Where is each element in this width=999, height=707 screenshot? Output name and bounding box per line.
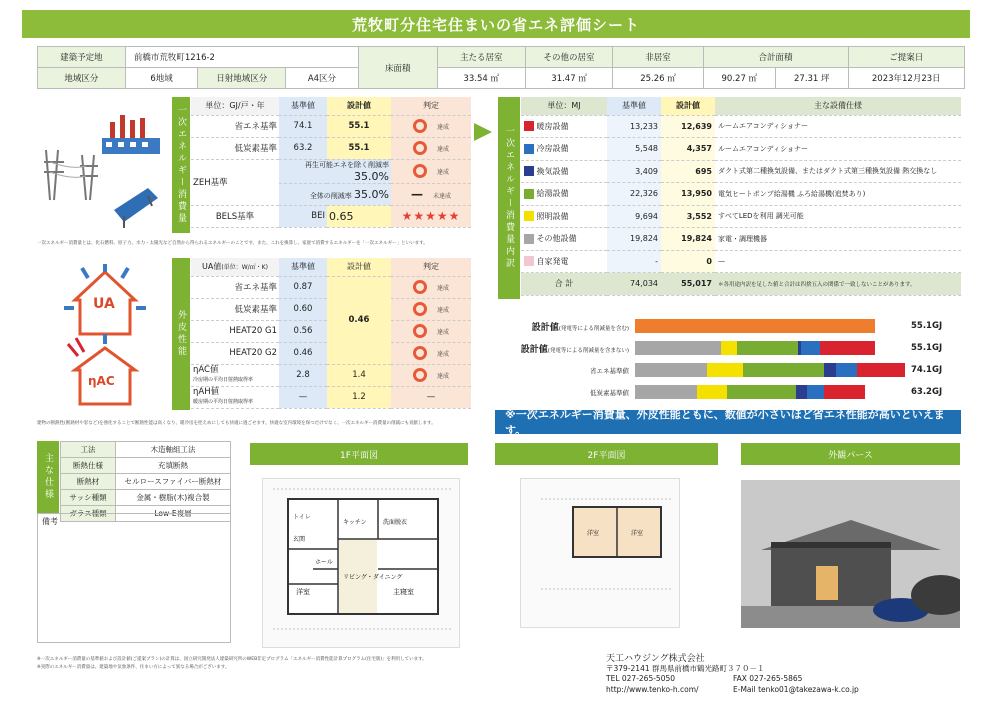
mj-row-spec: ダクト式第二種換気設備、またはダクト式第三種換気設備 熱交換なし	[715, 160, 961, 183]
company-fax: FAX 027-265-5865	[733, 674, 803, 683]
bar-segment	[857, 363, 905, 377]
bar-sub: (発電等による削減量を含まない)	[547, 347, 629, 354]
nah-label: ηAH値	[193, 386, 220, 397]
mj-row-design: 12,639	[661, 115, 715, 138]
nac-design: 1.4	[327, 364, 391, 386]
shell-row-label: HEAT20 G2	[191, 342, 279, 364]
color-swatch	[524, 211, 534, 221]
mj-row-base: 13,233	[607, 115, 661, 138]
non-room-label: 非居室	[613, 47, 703, 68]
energy-row-label: 低炭素基準	[191, 137, 279, 159]
mj-row-label: 照明設備	[536, 211, 569, 221]
bar-row	[500, 381, 960, 403]
bar-segment	[727, 385, 797, 399]
mj-row-base: 9,694	[607, 205, 661, 228]
bar-segment	[635, 385, 697, 399]
spec-row	[61, 442, 231, 458]
mj-row	[521, 115, 961, 138]
shell-table	[191, 258, 471, 409]
mj-row	[521, 183, 961, 206]
total-m2-value: 90.27 ㎡	[703, 68, 775, 89]
company-url[interactable]: http://www.tenko-h.com/	[606, 685, 699, 694]
svg-text:キッチン: キッチン	[343, 519, 367, 526]
spec-value: 木造軸組工法	[116, 442, 231, 458]
energy-row-base: 74.1	[279, 115, 327, 137]
achieved-circle-icon	[413, 368, 427, 382]
main-room-label: 主たる居室	[437, 47, 525, 68]
non-room-value: 25.26 ㎡	[613, 68, 703, 89]
judge-text: 達成	[436, 350, 449, 358]
judge-text: 達成	[436, 328, 449, 336]
zeh1-label: 再生可能エネを除く削減率	[305, 160, 389, 169]
energy-base-header: 基準値	[279, 97, 327, 115]
spec-value: Low-E複層	[116, 506, 231, 522]
spec-label: サッシ種類	[61, 490, 116, 506]
nah-judge: —	[391, 386, 471, 408]
spec-vertical-label: 主な仕様	[37, 441, 59, 513]
footer-note-1: ※一次エネルギー消費量の基準値および設計値(ご提案プラン)の計算は、国立研究開発法人建築研究所のWEB非定プログラム「エネルギー消費性能計算プログラム(住宅版)」を利用しています。	[37, 657, 427, 662]
mj-design-header: 設計値	[661, 97, 715, 115]
bar-segment	[824, 363, 836, 377]
sun-region-value: A4区分	[286, 68, 358, 89]
exterior-perspective-image	[741, 480, 960, 628]
spec-label: ガラス種類	[61, 506, 116, 522]
bar-label: 設計値	[520, 344, 548, 355]
mj-row-base: 22,326	[607, 183, 661, 206]
mj-row-label: 給湯設備	[536, 189, 569, 199]
mj-total-base: 74,034	[607, 273, 661, 296]
mj-row-spec: すべてLEDを利用 調光可能	[715, 205, 961, 228]
svg-text:洋室: 洋室	[587, 530, 600, 537]
mj-row-spec: 電気ヒートポンプ給湯機 ふろ給湯機(追焚あり)	[715, 183, 961, 206]
shell-row-base: 0.60	[279, 298, 327, 320]
judge-text: 達成	[436, 168, 449, 176]
sun-region-label: 日射地域区分	[198, 68, 286, 89]
energy-row-design: 55.1	[327, 137, 391, 159]
color-swatch	[524, 144, 534, 154]
total-tsubo-value: 27.31 坪	[776, 68, 848, 89]
mj-row-spec: ルームエアコンディショナー	[715, 138, 961, 161]
nac-label: ηAC値	[193, 364, 219, 375]
svg-text:洋室: 洋室	[296, 588, 310, 596]
not-achieved-mark: —	[410, 187, 423, 201]
color-swatch	[524, 234, 534, 244]
bels-stars: ★★★★★	[391, 205, 471, 227]
mj-row-label: 暖房設備	[536, 121, 569, 131]
spec-value: セルロースファイバー断熱材	[116, 474, 231, 490]
stacked-bar	[635, 363, 905, 377]
svg-text:リビング・ダイニング: リビング・ダイニング	[343, 574, 403, 581]
mj-row-design: 3,552	[661, 205, 715, 228]
energy-design-header: 設計値	[327, 97, 391, 115]
shell-base-header: 基準値	[279, 258, 327, 276]
color-swatch	[524, 256, 534, 266]
bei-value: 0.65	[327, 205, 391, 227]
zeh1-value: 35.0%	[354, 169, 389, 183]
judge-text: 未達成	[432, 193, 451, 200]
mj-row-base: 19,824	[607, 228, 661, 251]
bar-segment	[697, 385, 727, 399]
bar-segment	[807, 385, 824, 399]
bar-sub: (発電等による削減量を含む)	[558, 325, 629, 332]
remarks-box	[37, 513, 231, 643]
floor2-plan	[520, 478, 680, 628]
bar-segment	[820, 341, 875, 355]
shell-row-base: 0.46	[279, 342, 327, 364]
shell-judge-header: 判定	[391, 258, 471, 276]
other-room-value: 31.47 ㎡	[525, 68, 613, 89]
bels-label: BELS基準	[191, 205, 279, 227]
color-swatch	[524, 166, 534, 176]
mj-row	[521, 138, 961, 161]
spec-table	[60, 441, 231, 522]
perspective-title: 外観パース	[741, 443, 960, 465]
mj-row-spec: 家電・調理機器	[715, 228, 961, 251]
mj-vertical-label: 一次エネルギー消費量内訳	[498, 97, 520, 299]
energy-vertical-label: 一次エネルギー消費量	[172, 97, 190, 233]
floor1-plan	[262, 478, 460, 648]
ua-unit: (単位：W/㎡・K)	[221, 264, 268, 272]
footer-note-2: ※実際のエネルギー消費量は、建築地や気象条件、住まい方によって異なる場合がございます。	[37, 665, 230, 670]
energy-table	[191, 97, 471, 228]
page-title: 荒牧町分住宅住まいの省エネ評価シート	[22, 10, 970, 38]
bar-label: 低炭素基準値	[590, 388, 629, 397]
bar-row	[500, 315, 960, 337]
floor2-title: 2F平面図	[495, 443, 718, 465]
shell-row-label: 省エネ基準	[191, 276, 279, 298]
stacked-bar	[635, 385, 905, 399]
spec-value: 金属・樹脂(木)複合製	[116, 490, 231, 506]
nac-base: 2.8	[279, 364, 327, 386]
mj-total-note: ＊各用途内訳を足した値と合計は四捨五入の関係で一致しないことがあります。	[715, 273, 961, 296]
proposal-date-value: 2023年12月23日	[848, 68, 964, 89]
bar-label: 設計値	[531, 322, 559, 333]
energy-illustration	[36, 100, 161, 230]
company-address: 〒379-2141 群馬県前橋市鶴光路町３７０－１	[606, 664, 765, 673]
energy-row-label: 省エネ基準	[191, 115, 279, 137]
color-swatch	[524, 121, 534, 131]
shell-vertical-label: 外皮性能	[172, 258, 190, 410]
bar-segment	[801, 341, 820, 355]
bar-segment	[707, 363, 742, 377]
bar-row	[500, 359, 960, 381]
judge-text: 達成	[436, 306, 449, 314]
spec-label: 断熱仕様	[61, 458, 116, 474]
achieved-circle-icon	[413, 302, 427, 316]
site-label: 建築予定地	[38, 47, 126, 68]
ua-header: UA値	[202, 262, 222, 272]
bar-segment	[796, 385, 807, 399]
achieved-circle-icon	[413, 119, 427, 133]
zeh2-label: 全体の削減率	[309, 191, 352, 200]
mj-row-label: 冷房設備	[536, 144, 569, 154]
stacked-bar	[635, 341, 905, 355]
shell-row-label: 低炭素基準	[191, 298, 279, 320]
mj-row-design: 13,950	[661, 183, 715, 206]
spec-row	[61, 490, 231, 506]
mj-row	[521, 160, 961, 183]
mj-table	[521, 97, 961, 296]
other-room-label: その他の居室	[525, 47, 613, 68]
info-table	[37, 46, 965, 89]
remarks-label: 備考	[42, 517, 58, 526]
bar-segment	[737, 341, 798, 355]
mj-row-spec: ルームエアコンディショナー	[715, 115, 961, 138]
nac-sub: 冷房期の平均日射熱取得率	[193, 376, 254, 383]
achieved-circle-icon	[413, 324, 427, 338]
nah-sub: 暖房期の平均日射熱取得率	[193, 398, 254, 405]
shell-note: 建物の断熱性(断熱材や窓など)を強化することで断熱性能は高くなり、暖冷房を控えめにしても快適に過ごせます。快適な室内環境を保つだけでなく、一次エネルギー消費量の削減にも貢献します。	[37, 421, 436, 426]
achieved-circle-icon	[413, 141, 427, 155]
bar-value: 74.1GJ	[911, 365, 943, 375]
nah-base: —	[279, 386, 327, 408]
spec-value: 充填断熱	[116, 458, 231, 474]
mj-row-design: 4,357	[661, 138, 715, 161]
mj-row-base: 5,548	[607, 138, 661, 161]
judge-text: 達成	[436, 372, 449, 380]
bar-segment	[635, 363, 707, 377]
mj-base-header: 基準値	[607, 97, 661, 115]
bar-row	[500, 337, 960, 359]
svg-text:ホール: ホール	[315, 559, 333, 566]
region-value: 6地域	[125, 68, 197, 89]
spec-label: 断熱材	[61, 474, 116, 490]
bar-value: 55.1GJ	[911, 321, 943, 331]
bar-segment	[721, 341, 736, 355]
bar-segment	[743, 363, 824, 377]
judge-text: 達成	[436, 284, 449, 292]
zeh2-value: 35.0%	[354, 187, 389, 201]
nac-icon-label: ηAC	[88, 374, 115, 388]
achieved-circle-icon	[413, 280, 427, 294]
judge-text: 達成	[436, 145, 449, 153]
mj-row-design: 19,824	[661, 228, 715, 251]
mj-total-design: 55,017	[661, 273, 715, 296]
shell-row-base: 0.87	[279, 276, 327, 298]
company-tel: TEL 027-265-5050	[606, 674, 676, 683]
floor-area-label: 床面積	[358, 47, 437, 89]
color-swatch	[524, 189, 534, 199]
proposal-date-label: ご提案日	[848, 47, 964, 68]
mj-row-design: 0	[661, 250, 715, 273]
region-label: 地域区分	[38, 68, 126, 89]
shell-row-base: 0.56	[279, 320, 327, 342]
mj-row-base: 3,409	[607, 160, 661, 183]
energy-row-base: 63.2	[279, 137, 327, 159]
svg-text:洋室: 洋室	[631, 530, 644, 537]
nah-design: 1.2	[327, 386, 391, 408]
mj-unit: 単位：MJ	[521, 97, 607, 115]
achieved-circle-icon	[413, 346, 427, 360]
mj-row-label: 自家発電	[536, 256, 569, 266]
comparison-bars	[500, 315, 960, 403]
mj-row-design: 695	[661, 160, 715, 183]
ua-icon-label: UA	[93, 296, 115, 312]
bar-value: 63.2GJ	[911, 387, 943, 397]
svg-text:洗面脱衣: 洗面脱衣	[383, 519, 408, 526]
energy-note: 一次エネルギー消費量とは、化石燃料、原子力、水力・太陽光など自然から得られるエネルギーのことです。また、これを換算し、家庭で消費するエネルギーを「一次エネルギー」といいます。	[37, 241, 428, 246]
energy-judge-header: 判定	[391, 97, 471, 115]
info-banner: ※一次エネルギー消費量、外皮性能ともに、数値が小さいほど省エネ性能が高いといえます。	[495, 410, 961, 434]
mj-row	[521, 205, 961, 228]
floor1-title: 1F平面図	[250, 443, 468, 465]
bar-label: 省エネ基準値	[590, 366, 629, 375]
mj-row-label: その他設備	[536, 234, 577, 244]
svg-text:主寝室: 主寝室	[393, 588, 414, 596]
arrow-right-icon	[474, 123, 492, 141]
company-name: 天工ハウジング株式会社	[606, 654, 705, 664]
stacked-bar	[635, 319, 905, 333]
bar-value: 55.1GJ	[911, 343, 943, 353]
mj-row-spec: —	[715, 250, 961, 273]
energy-unit: 単位：GJ/戸・年	[191, 97, 279, 115]
judge-text: 達成	[436, 123, 449, 131]
energy-row-design: 55.1	[327, 115, 391, 137]
company-email[interactable]: E-Mail tenko01@takezawa-k.co.jp	[733, 685, 859, 694]
bar-segment	[635, 319, 875, 333]
spec-row	[61, 474, 231, 490]
total-area-label: 合計面積	[703, 47, 848, 68]
main-room-value: 33.54 ㎡	[437, 68, 525, 89]
ua-design-value: 0.46	[327, 276, 391, 364]
mj-row	[521, 250, 961, 273]
mj-total-label: 合 計	[521, 273, 607, 296]
svg-text:玄関: 玄関	[293, 536, 306, 543]
mj-spec-header: 主な設備仕様	[715, 97, 961, 115]
achieved-circle-icon	[413, 164, 427, 178]
shell-row-label: HEAT20 G1	[191, 320, 279, 342]
site-value: 前橋市荒牧町1216-2	[125, 47, 358, 68]
mj-row	[521, 228, 961, 251]
svg-text:トイレ: トイレ	[293, 514, 311, 521]
bar-segment	[635, 341, 721, 355]
shell-design-header: 設計値	[327, 258, 391, 276]
mj-row-base: -	[607, 250, 661, 273]
spec-row	[61, 458, 231, 474]
spec-label: 工法	[61, 442, 116, 458]
bar-segment	[824, 385, 865, 399]
zeh-label: ZEH基準	[191, 159, 279, 205]
bei-label: BEI	[279, 205, 327, 227]
bar-segment	[836, 363, 856, 377]
mj-row-label: 換気設備	[536, 166, 569, 176]
